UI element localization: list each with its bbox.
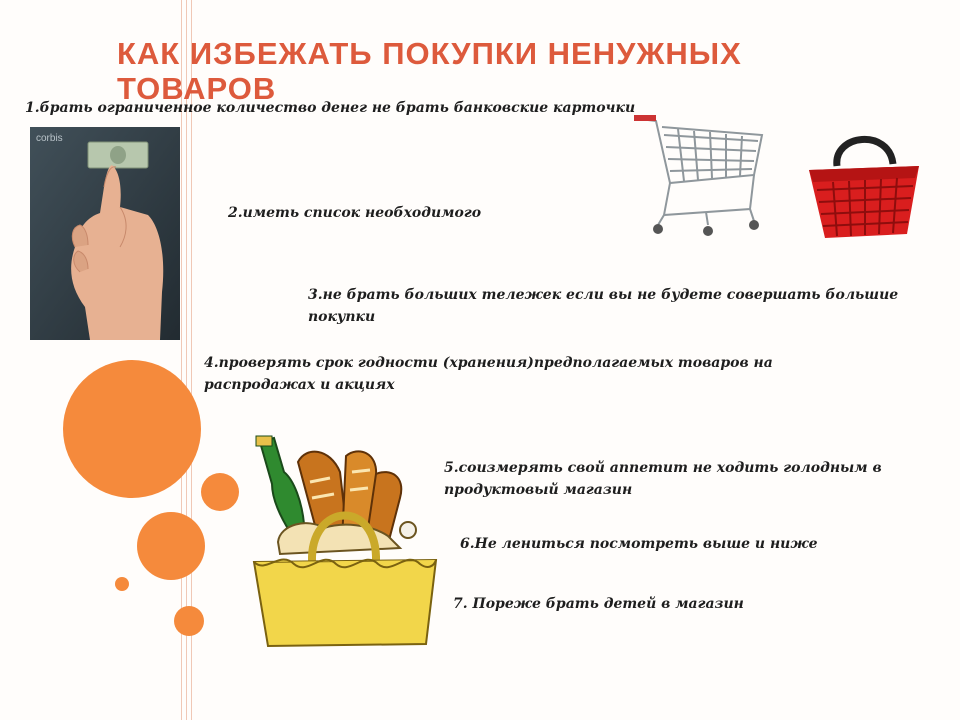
list-item-1: 1.брать ограниченное количество денег не брать банковские карточки — [25, 100, 636, 116]
list-item-6: 6.Не лениться посмотреть выше и ниже — [460, 536, 818, 552]
decor-circle-medium — [201, 473, 239, 511]
page-title: КАК ИЗБЕЖАТЬ ПОКУПКИ НЕНУЖНЫХ ТОВАРОВ — [117, 36, 742, 106]
list-item-2: 2.иметь список необходимого — [228, 205, 482, 221]
decor-circle-small-2 — [174, 606, 204, 636]
food-basket-icon — [250, 432, 440, 650]
list-item-5: 5.соизмерять свой аппетит не ходить голодным в продуктовый магазин — [444, 460, 882, 498]
hand-icon — [30, 127, 180, 340]
decor-circle-large — [63, 360, 201, 498]
list-item-4: 4.проверять срок годности (хранения)предполагаемых товаров на распродажах и акциях — [204, 355, 773, 393]
hand-with-banknote-photo — [30, 127, 180, 340]
red-basket-icon — [803, 126, 923, 244]
decor-circle-medium-2 — [137, 512, 205, 580]
decor-circle-small — [115, 577, 129, 591]
list-item-3: 3.не брать больших тележек если вы не будете совершать большие покупки — [308, 287, 899, 325]
list-item-7: 7. Пореже брать детей в магазин — [453, 596, 744, 612]
shopping-cart-icon — [628, 105, 773, 253]
photo-watermark: corbis — [36, 133, 63, 144]
